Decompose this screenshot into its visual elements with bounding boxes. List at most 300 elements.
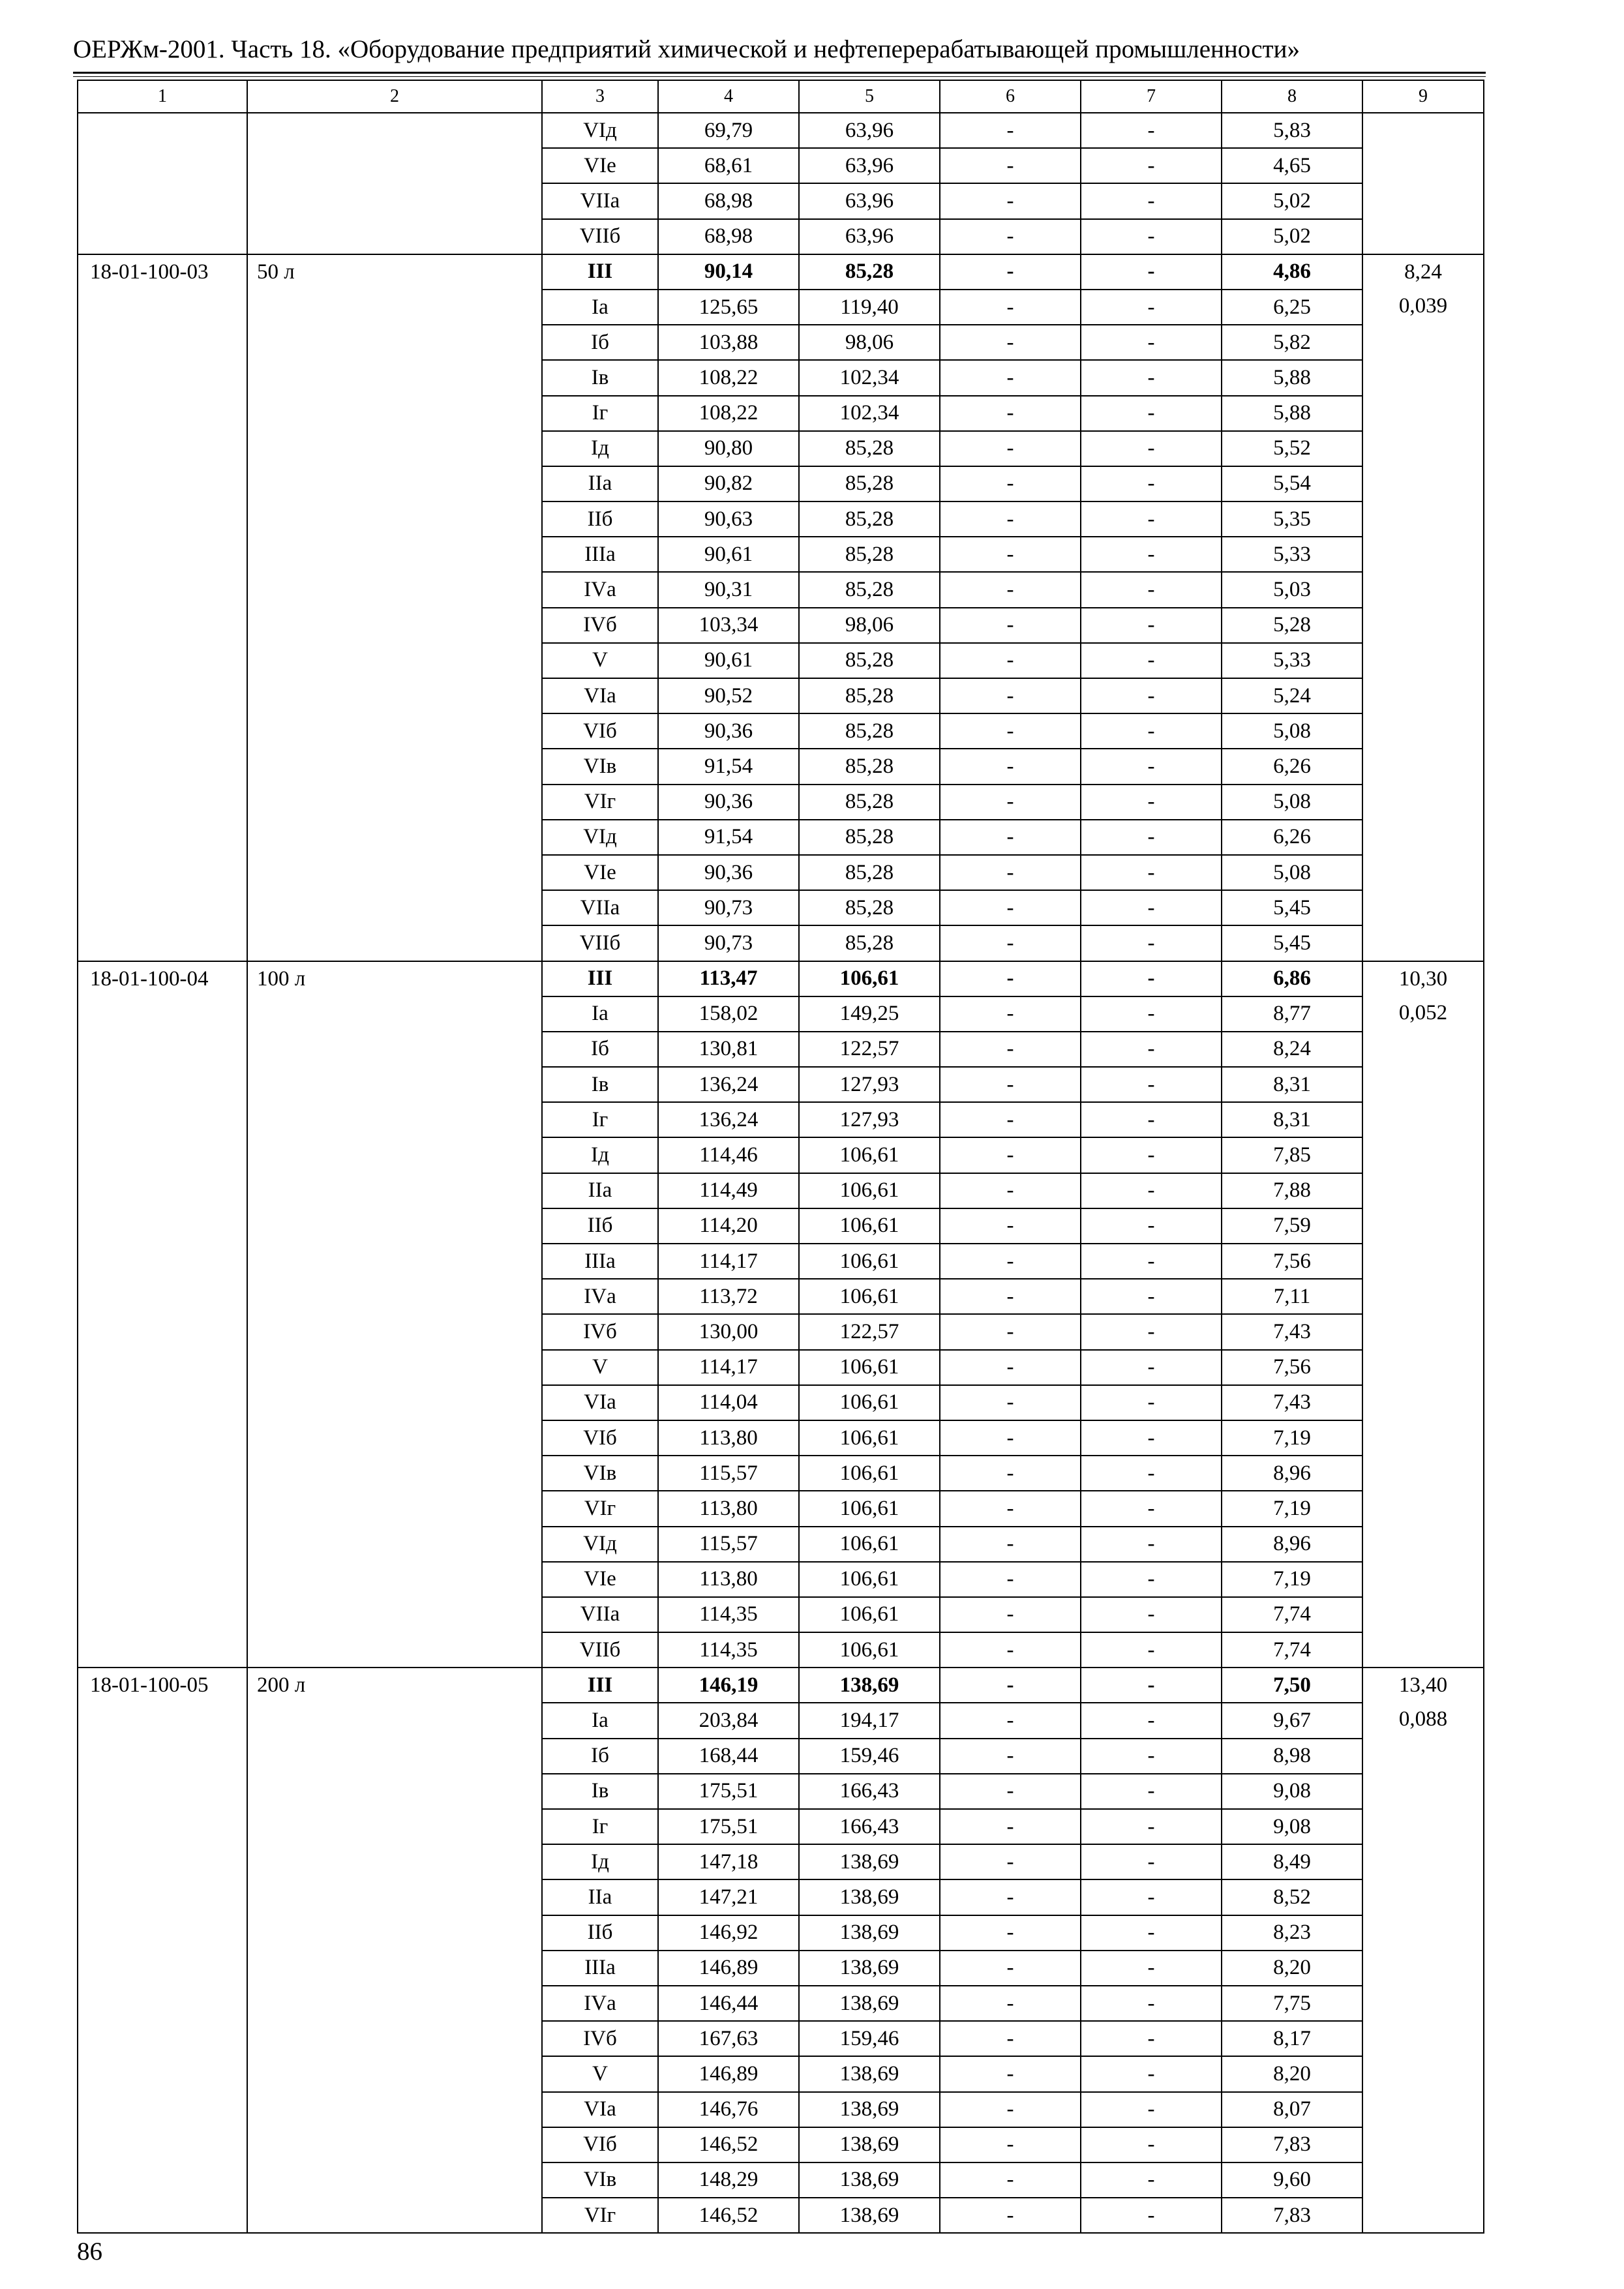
col8-cell: 5,54: [1222, 466, 1362, 501]
col5-cell: 106,61: [799, 1208, 940, 1244]
col4-cell: 103,34: [658, 608, 799, 643]
rates-table: [77, 80, 1484, 2234]
col7-cell: -: [1081, 1703, 1222, 1738]
col9-cell: [1362, 254, 1484, 961]
col4-cell: 148,29: [658, 2162, 799, 2198]
col5-cell: 127,93: [799, 1102, 940, 1137]
rate-code-cell: [78, 113, 247, 254]
col5-cell: 138,69: [799, 1951, 940, 1986]
col6-cell: -: [940, 996, 1081, 1032]
col7-cell: -: [1081, 1491, 1222, 1526]
col8-cell: 7,43: [1222, 1314, 1362, 1349]
col7-cell: -: [1081, 643, 1222, 678]
col7-cell: -: [1081, 1986, 1222, 2021]
col6-cell: -: [940, 1739, 1081, 1774]
col6-cell: -: [940, 501, 1081, 537]
col8-cell: 6,25: [1222, 290, 1362, 325]
col5-cell: 138,69: [799, 2056, 940, 2091]
col8-cell: 5,02: [1222, 183, 1362, 218]
page-header: ОЕРЖм-2001. Часть 18. «Оборудование предприятий химической и нефтеперерабатывающей промышленности»: [73, 35, 1300, 63]
col4-cell: 108,22: [658, 360, 799, 395]
col4-cell: 90,36: [658, 713, 799, 749]
col8-cell: 8,07: [1222, 2092, 1362, 2127]
zone-cell: VIе: [542, 1562, 658, 1597]
col8-cell: 8,17: [1222, 2021, 1362, 2056]
col5-cell: 166,43: [799, 1774, 940, 1809]
zone-cell: IIIа: [542, 1244, 658, 1279]
zone-cell: VIб: [542, 2127, 658, 2162]
col4-cell: 115,57: [658, 1456, 799, 1491]
col6-cell: -: [940, 2162, 1081, 2198]
col4-cell: 130,00: [658, 1314, 799, 1349]
col7-cell: -: [1081, 713, 1222, 749]
zone-cell: VIг: [542, 785, 658, 820]
col6-cell: -: [940, 2092, 1081, 2127]
zone-cell: VIб: [542, 713, 658, 749]
zone-cell: VIIа: [542, 1597, 658, 1632]
col4-cell: 90,14: [658, 254, 799, 290]
col4-cell: 114,46: [658, 1137, 799, 1173]
col5-cell: 85,28: [799, 572, 940, 607]
col8-cell: 7,56: [1222, 1350, 1362, 1385]
col4-cell: 136,24: [658, 1102, 799, 1137]
zone-cell: V: [542, 1350, 658, 1385]
zone-cell: IVб: [542, 2021, 658, 2056]
col6-cell: -: [940, 820, 1081, 855]
col7-cell: -: [1081, 1032, 1222, 1067]
col8-cell: 7,83: [1222, 2198, 1362, 2233]
col6-cell: -: [940, 1350, 1081, 1385]
column-number: 6: [940, 80, 1081, 113]
zone-cell: IVа: [542, 1986, 658, 2021]
col4-cell: 90,61: [658, 643, 799, 678]
col6-cell: -: [940, 1527, 1081, 1562]
col6-cell: -: [940, 431, 1081, 466]
col6-cell: -: [940, 1279, 1081, 1314]
col4-cell: 147,21: [658, 1879, 799, 1915]
col5-cell: 63,96: [799, 219, 940, 254]
col4-cell: 167,63: [658, 2021, 799, 2056]
zone-cell: IVб: [542, 608, 658, 643]
col4-cell: 146,92: [658, 1915, 799, 1951]
zone-cell: VIIб: [542, 219, 658, 254]
rate-code-cell: 18-01-100-05: [78, 1668, 247, 2233]
zone-cell: IIIа: [542, 1951, 658, 1986]
col7-cell: -: [1081, 2021, 1222, 2056]
col4-cell: 114,49: [658, 1173, 799, 1208]
col8-cell: 5,08: [1222, 785, 1362, 820]
col5-cell: 102,34: [799, 360, 940, 395]
column-number: 7: [1081, 80, 1222, 113]
equipment-name-cell: 100 л: [247, 961, 542, 1668]
col6-cell: -: [940, 1632, 1081, 1668]
zone-cell: VIе: [542, 148, 658, 183]
col6-cell: -: [940, 1986, 1081, 2021]
col5-cell: 85,28: [799, 501, 940, 537]
equipment-name-cell: 50 л: [247, 254, 542, 961]
col8-cell: 7,19: [1222, 1562, 1362, 1597]
col8-cell: 5,33: [1222, 537, 1362, 572]
col6-cell: -: [940, 855, 1081, 890]
col4-cell: 146,76: [658, 2092, 799, 2127]
zone-cell: III: [542, 254, 658, 290]
col6-cell: -: [940, 360, 1081, 395]
col9-cell: [1362, 113, 1484, 254]
col7-cell: -: [1081, 996, 1222, 1032]
col9-value: 0,052: [1398, 1000, 1448, 1025]
col5-cell: 85,28: [799, 537, 940, 572]
col6-cell: -: [940, 1173, 1081, 1208]
col7-cell: -: [1081, 961, 1222, 996]
col6-cell: -: [940, 678, 1081, 713]
col6-cell: -: [940, 2056, 1081, 2091]
col7-cell: -: [1081, 1102, 1222, 1137]
col4-cell: 175,51: [658, 1774, 799, 1809]
zone-cell: Iг: [542, 1809, 658, 1844]
col5-cell: 85,28: [799, 678, 940, 713]
table-row: [78, 961, 1484, 996]
col4-cell: 68,98: [658, 183, 799, 218]
col8-cell: 5,08: [1222, 713, 1362, 749]
col7-cell: -: [1081, 1456, 1222, 1491]
zone-cell: IIб: [542, 1915, 658, 1951]
zone-cell: IIб: [542, 1208, 658, 1244]
col8-cell: 8,24: [1222, 1032, 1362, 1067]
column-number: 8: [1222, 80, 1362, 113]
col8-cell: 8,52: [1222, 1879, 1362, 1915]
col5-cell: 127,93: [799, 1067, 940, 1102]
col4-cell: 90,80: [658, 431, 799, 466]
zone-cell: VIд: [542, 820, 658, 855]
col6-cell: -: [940, 1597, 1081, 1632]
col8-cell: 8,20: [1222, 1951, 1362, 1986]
col5-cell: 85,28: [799, 925, 940, 961]
col5-cell: 85,28: [799, 466, 940, 501]
col5-cell: 85,28: [799, 643, 940, 678]
col7-cell: -: [1081, 1420, 1222, 1456]
col5-cell: 119,40: [799, 290, 940, 325]
col4-cell: 69,79: [658, 113, 799, 148]
col7-cell: -: [1081, 537, 1222, 572]
col7-cell: -: [1081, 2162, 1222, 2198]
col4-cell: 130,81: [658, 1032, 799, 1067]
col5-cell: 63,96: [799, 113, 940, 148]
col6-cell: -: [940, 2021, 1081, 2056]
col8-cell: 5,35: [1222, 501, 1362, 537]
col5-cell: 106,61: [799, 1527, 940, 1562]
col7-cell: -: [1081, 678, 1222, 713]
rate-code-cell: 18-01-100-04: [78, 961, 247, 1668]
col6-cell: -: [940, 925, 1081, 961]
zone-cell: VIв: [542, 749, 658, 784]
col8-cell: 9,67: [1222, 1703, 1362, 1738]
col9-value: 0,039: [1398, 293, 1448, 318]
col7-cell: -: [1081, 1208, 1222, 1244]
col6-cell: -: [940, 1067, 1081, 1102]
col8-cell: 8,31: [1222, 1067, 1362, 1102]
col5-cell: 106,61: [799, 1350, 940, 1385]
col4-cell: 113,80: [658, 1562, 799, 1597]
zone-cell: V: [542, 2056, 658, 2091]
col9-value: 13,40: [1398, 1673, 1448, 1698]
zone-cell: Iд: [542, 431, 658, 466]
equipment-name-cell: 200 л: [247, 1668, 542, 2233]
col7-cell: -: [1081, 2198, 1222, 2233]
col8-cell: 5,08: [1222, 855, 1362, 890]
col6-cell: -: [940, 713, 1081, 749]
col7-cell: -: [1081, 466, 1222, 501]
equipment-name-cell: [247, 113, 542, 254]
col5-cell: 106,61: [799, 1385, 940, 1420]
col5-cell: 106,61: [799, 1279, 940, 1314]
zone-cell: Iв: [542, 1067, 658, 1102]
col7-cell: -: [1081, 183, 1222, 218]
col5-cell: 106,61: [799, 961, 940, 996]
col5-cell: 106,61: [799, 1244, 940, 1279]
col6-cell: -: [940, 572, 1081, 607]
col6-cell: -: [940, 1244, 1081, 1279]
col4-cell: 103,88: [658, 325, 799, 360]
col7-cell: -: [1081, 1244, 1222, 1279]
col5-cell: 85,28: [799, 855, 940, 890]
page-number: 86: [77, 2237, 102, 2266]
zone-cell: VIг: [542, 2198, 658, 2233]
col6-cell: -: [940, 148, 1081, 183]
col8-cell: 5,88: [1222, 360, 1362, 395]
col7-cell: -: [1081, 2092, 1222, 2127]
col7-cell: -: [1081, 219, 1222, 254]
zone-cell: VIб: [542, 1420, 658, 1456]
col7-cell: -: [1081, 1879, 1222, 1915]
col7-cell: -: [1081, 290, 1222, 325]
col4-cell: 146,44: [658, 1986, 799, 2021]
column-number: 2: [247, 80, 542, 113]
col5-cell: 98,06: [799, 608, 940, 643]
col8-cell: 7,75: [1222, 1986, 1362, 2021]
col7-cell: -: [1081, 1739, 1222, 1774]
col8-cell: 7,83: [1222, 2127, 1362, 2162]
col6-cell: -: [940, 1491, 1081, 1526]
zone-cell: VIIа: [542, 183, 658, 218]
col7-cell: -: [1081, 820, 1222, 855]
col6-cell: -: [940, 1703, 1081, 1738]
col4-cell: 136,24: [658, 1067, 799, 1102]
zone-cell: Iб: [542, 325, 658, 360]
col7-cell: -: [1081, 1632, 1222, 1668]
col5-cell: 166,43: [799, 1809, 940, 1844]
col7-cell: -: [1081, 1314, 1222, 1349]
col6-cell: -: [940, 290, 1081, 325]
col4-cell: 168,44: [658, 1739, 799, 1774]
col5-cell: 138,69: [799, 2162, 940, 2198]
zone-cell: VIIб: [542, 925, 658, 961]
zone-cell: V: [542, 643, 658, 678]
col8-cell: 4,65: [1222, 148, 1362, 183]
col5-cell: 106,61: [799, 1632, 940, 1668]
zone-cell: Iв: [542, 1774, 658, 1809]
col7-cell: -: [1081, 1527, 1222, 1562]
col6-cell: -: [940, 1137, 1081, 1173]
col7-cell: -: [1081, 1915, 1222, 1951]
col6-cell: -: [940, 1456, 1081, 1491]
col4-cell: 125,65: [658, 290, 799, 325]
zone-cell: IIа: [542, 466, 658, 501]
col6-cell: -: [940, 325, 1081, 360]
col7-cell: -: [1081, 254, 1222, 290]
col5-cell: 138,69: [799, 1986, 940, 2021]
col5-cell: 138,69: [799, 2092, 940, 2127]
col6-cell: -: [940, 219, 1081, 254]
col6-cell: -: [940, 1208, 1081, 1244]
zone-cell: IIб: [542, 501, 658, 537]
col5-cell: 106,61: [799, 1562, 940, 1597]
col8-cell: 6,26: [1222, 749, 1362, 784]
col9-value: 8,24: [1404, 260, 1442, 284]
col6-cell: -: [940, 1668, 1081, 1703]
header-rule: [73, 72, 1486, 77]
col7-cell: -: [1081, 785, 1222, 820]
col9-cell: [1362, 961, 1484, 1668]
col8-cell: 7,74: [1222, 1597, 1362, 1632]
col7-cell: -: [1081, 749, 1222, 784]
col8-cell: 8,20: [1222, 2056, 1362, 2091]
col5-cell: 85,28: [799, 431, 940, 466]
zone-cell: Iд: [542, 1137, 658, 1173]
col4-cell: 147,18: [658, 1844, 799, 1879]
col4-cell: 114,17: [658, 1244, 799, 1279]
zone-cell: Iб: [542, 1739, 658, 1774]
col8-cell: 5,52: [1222, 431, 1362, 466]
col5-cell: 63,96: [799, 148, 940, 183]
col4-cell: 113,80: [658, 1420, 799, 1456]
col5-cell: 106,61: [799, 1420, 940, 1456]
col5-cell: 85,28: [799, 254, 940, 290]
col6-cell: -: [940, 785, 1081, 820]
zone-cell: VIв: [542, 1456, 658, 1491]
table-row: [78, 1668, 1484, 1703]
col7-cell: -: [1081, 1350, 1222, 1385]
col7-cell: -: [1081, 1385, 1222, 1420]
zone-cell: Iа: [542, 290, 658, 325]
col7-cell: -: [1081, 1067, 1222, 1102]
col7-cell: -: [1081, 1137, 1222, 1173]
col6-cell: -: [940, 1032, 1081, 1067]
col5-cell: 138,69: [799, 1915, 940, 1951]
col4-cell: 114,35: [658, 1632, 799, 1668]
col6-cell: -: [940, 749, 1081, 784]
col4-cell: 146,52: [658, 2198, 799, 2233]
zone-cell: IVа: [542, 572, 658, 607]
col8-cell: 4,86: [1222, 254, 1362, 290]
col6-cell: -: [940, 608, 1081, 643]
col6-cell: -: [940, 890, 1081, 925]
col6-cell: -: [940, 1879, 1081, 1915]
col5-cell: 102,34: [799, 396, 940, 431]
col4-cell: 146,89: [658, 1951, 799, 1986]
col4-cell: 146,89: [658, 2056, 799, 2091]
zone-cell: IIIа: [542, 537, 658, 572]
col5-cell: 138,69: [799, 2127, 940, 2162]
col8-cell: 8,77: [1222, 996, 1362, 1032]
zone-cell: Iг: [542, 1102, 658, 1137]
column-number-row: [78, 80, 1484, 113]
col8-cell: 5,02: [1222, 219, 1362, 254]
zone-cell: Iа: [542, 1703, 658, 1738]
col8-cell: 7,19: [1222, 1420, 1362, 1456]
col8-cell: 6,26: [1222, 820, 1362, 855]
col5-cell: 106,61: [799, 1456, 940, 1491]
col6-cell: -: [940, 466, 1081, 501]
col5-cell: 106,61: [799, 1597, 940, 1632]
zone-cell: VIд: [542, 113, 658, 148]
table-row: [78, 254, 1484, 290]
col6-cell: -: [940, 643, 1081, 678]
zone-cell: IIа: [542, 1879, 658, 1915]
col4-cell: 90,36: [658, 785, 799, 820]
col6-cell: -: [940, 537, 1081, 572]
col7-cell: -: [1081, 608, 1222, 643]
col5-cell: 85,28: [799, 820, 940, 855]
col7-cell: -: [1081, 2127, 1222, 2162]
col8-cell: 7,74: [1222, 1632, 1362, 1668]
col7-cell: -: [1081, 2056, 1222, 2091]
col4-cell: 90,52: [658, 678, 799, 713]
col4-cell: 90,73: [658, 925, 799, 961]
zone-cell: IVб: [542, 1314, 658, 1349]
col5-cell: 138,69: [799, 1844, 940, 1879]
col5-cell: 138,69: [799, 2198, 940, 2233]
col6-cell: -: [940, 2127, 1081, 2162]
col5-cell: 85,28: [799, 713, 940, 749]
col8-cell: 7,11: [1222, 1279, 1362, 1314]
col6-cell: -: [940, 2198, 1081, 2233]
col4-cell: 113,80: [658, 1491, 799, 1526]
col7-cell: -: [1081, 1562, 1222, 1597]
col6-cell: -: [940, 1774, 1081, 1809]
col7-cell: -: [1081, 1173, 1222, 1208]
col6-cell: -: [940, 396, 1081, 431]
col5-cell: 63,96: [799, 183, 940, 218]
col8-cell: 7,19: [1222, 1491, 1362, 1526]
table-row: [78, 113, 1484, 148]
col5-cell: 85,28: [799, 785, 940, 820]
col4-cell: 146,19: [658, 1668, 799, 1703]
col4-cell: 90,61: [658, 537, 799, 572]
col7-cell: -: [1081, 325, 1222, 360]
col4-cell: 113,72: [658, 1279, 799, 1314]
zone-cell: VIа: [542, 2092, 658, 2127]
col8-cell: 9,60: [1222, 2162, 1362, 2198]
rate-code-cell: 18-01-100-03: [78, 254, 247, 961]
col5-cell: 122,57: [799, 1314, 940, 1349]
col8-cell: 5,45: [1222, 925, 1362, 961]
col4-cell: 158,02: [658, 996, 799, 1032]
col8-cell: 8,23: [1222, 1915, 1362, 1951]
col4-cell: 114,04: [658, 1385, 799, 1420]
col8-cell: 5,24: [1222, 678, 1362, 713]
col8-cell: 7,85: [1222, 1137, 1362, 1173]
col7-cell: -: [1081, 925, 1222, 961]
col7-cell: -: [1081, 572, 1222, 607]
zone-cell: Iд: [542, 1844, 658, 1879]
col7-cell: -: [1081, 431, 1222, 466]
zone-cell: VIIб: [542, 1632, 658, 1668]
col8-cell: 5,45: [1222, 890, 1362, 925]
col8-cell: 5,83: [1222, 113, 1362, 148]
col4-cell: 114,35: [658, 1597, 799, 1632]
col4-cell: 114,17: [658, 1350, 799, 1385]
col9-value: 10,30: [1398, 966, 1448, 991]
